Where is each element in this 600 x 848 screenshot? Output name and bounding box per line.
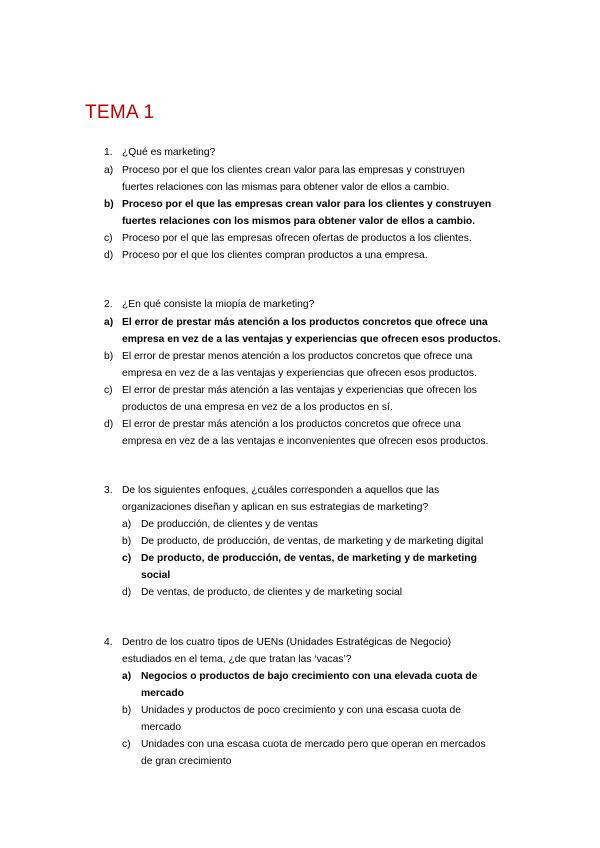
option-letter: c) xyxy=(104,385,113,396)
option-letter-correct: c) xyxy=(122,553,132,564)
option-text-correct: empresa en vez de a las ventajas y experiencias que ofrecen esos productos. xyxy=(122,334,501,345)
page-title: TEMA 1 xyxy=(85,102,155,123)
option-text: mercado xyxy=(141,722,182,733)
option-text: empresa en vez de a las ventajas e inconvenientes que ofrecen esos productos. xyxy=(122,436,489,447)
option-text-correct: Proceso por el que las empresas crean valor para los clientes y construyen xyxy=(122,199,492,210)
option-letter: b) xyxy=(122,536,132,547)
option-text: empresa en vez de a las ventajas y experiencias que ofrecen esos productos. xyxy=(122,368,477,379)
option-text: De ventas, de producto, de clientes y de marketing social xyxy=(141,587,402,598)
question-number: 3. xyxy=(104,485,113,496)
option-text-correct: De producto, de producción, de ventas, de marketing y de marketing xyxy=(141,553,477,564)
question-text: De los siguientes enfoques, ¿cuáles corresponden a aquellos que las xyxy=(122,485,440,496)
option-text: De producción, de clientes y de ventas xyxy=(141,519,318,530)
option-letter-correct: a) xyxy=(104,317,114,328)
option-text: productos de una empresa en vez de a los productos en sí. xyxy=(122,402,393,413)
option-text: El error de prestar más atención a los productos concretos que ofrece una xyxy=(122,419,461,430)
question-text: estudiados en el tema, ¿de que tratan las ‘vacas’? xyxy=(122,654,352,665)
option-text-correct: fuertes relaciones con los mismos para obtener valor de ellos a cambio. xyxy=(122,216,476,227)
option-text-correct: Negocios o productos de bajo crecimiento con una elevada cuota de xyxy=(141,671,478,682)
question-number: 1. xyxy=(104,147,113,158)
question-text: ¿Qué es marketing? xyxy=(122,147,216,158)
option-letter-correct: b) xyxy=(104,199,114,210)
question-text: ¿En qué consiste la miopía de marketing? xyxy=(122,299,315,310)
option-letter: c) xyxy=(104,233,113,244)
option-letter: d) xyxy=(104,250,114,261)
option-letter: a) xyxy=(104,165,114,176)
option-text: de gran crecimiento xyxy=(141,756,232,767)
option-text: Proceso por el que los clientes compran productos a una empresa. xyxy=(122,250,428,261)
option-text: El error de prestar más atención a las ventajas y experiencias que ofrecen los xyxy=(122,385,477,396)
option-text: Proceso por el que los clientes crean valor para las empresas y construyen xyxy=(122,165,465,176)
option-letter: d) xyxy=(104,419,114,430)
option-text-correct: mercado xyxy=(141,688,184,699)
option-text: fuertes relaciones con las mismas para obtener valor de ellos a cambio. xyxy=(122,182,450,193)
option-text: De producto, de producción, de ventas, de marketing y de marketing digital xyxy=(141,536,484,547)
option-text: Unidades y productos de poco crecimiento y con una escasa cuota de xyxy=(141,705,461,716)
option-text: Unidades con una escasa cuota de mercado pero que operan en mercados xyxy=(141,739,486,750)
option-letter: b) xyxy=(122,705,132,716)
question-number: 4. xyxy=(104,637,113,648)
question-text: Dentro de los cuatro tipos de UENs (Unidades Estratégicas de Negocio) xyxy=(122,637,452,648)
option-letter: c) xyxy=(122,739,131,750)
option-letter: a) xyxy=(122,519,132,530)
option-letter: d) xyxy=(122,587,132,598)
question-text: organizaciones diseñan y aplican en sus estrategias de marketing? xyxy=(122,502,429,513)
option-text: El error de prestar menos atención a los productos concretos que ofrece una xyxy=(122,351,473,362)
option-letter: b) xyxy=(104,351,114,362)
option-text-correct: social xyxy=(141,570,171,581)
option-text: Proceso por el que las empresas ofrecen ofertas de productos a los clientes. xyxy=(122,233,472,244)
option-letter-correct: a) xyxy=(122,671,132,682)
question-number: 2. xyxy=(104,299,113,310)
option-text-correct: El error de prestar más atención a los productos concretos que ofrece una xyxy=(122,317,488,328)
